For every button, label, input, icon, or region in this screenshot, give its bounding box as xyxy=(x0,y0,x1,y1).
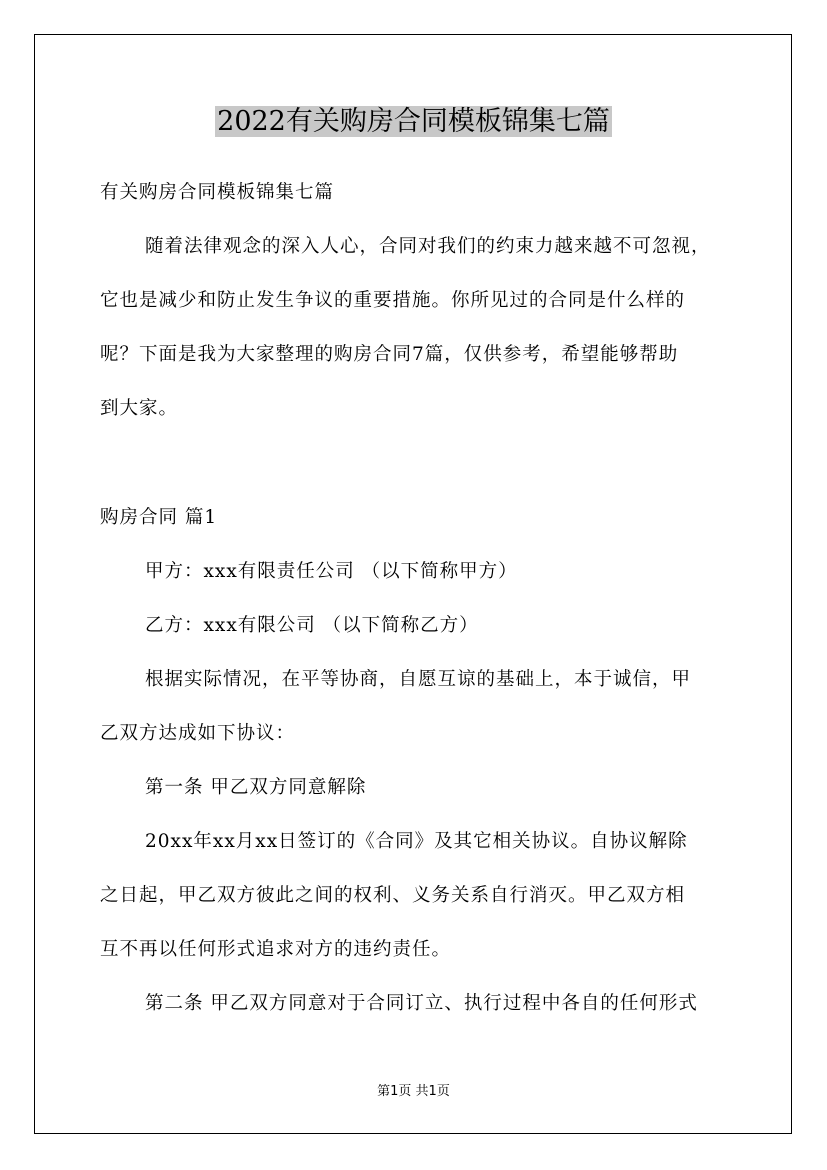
paragraph-line: 互不再以任何形式追求对方的违约责任。 xyxy=(100,939,452,960)
title-highlight: 2022有关购房合同模板锦集七篇 xyxy=(217,106,610,137)
paragraph-line: 根据实际情况，在平等协商，自愿互谅的基础上，本于诚信，甲 xyxy=(145,669,692,690)
document-title xyxy=(0,100,827,144)
party-b-line: 乙方：xxx有限公司 （以下简称乙方） xyxy=(145,615,479,636)
paragraph-line: 呢？下面是我为大家整理的购房合同7篇，仅供参考，希望能够帮助 xyxy=(100,344,679,365)
subtitle-line: 有关购房合同模板锦集七篇 xyxy=(100,182,335,203)
paragraph-line: 20xx年xx月xx日签订的《合同》及其它相关协议。自协议解除 xyxy=(145,831,688,852)
paragraph-line: 它也是减少和防止发生争议的重要措施。你所见过的合同是什么样的 xyxy=(100,290,686,311)
section-heading: 购房合同 篇1 xyxy=(100,507,218,528)
paragraph-line: 到大家。 xyxy=(100,398,179,419)
paragraph-line: 乙双方达成如下协议： xyxy=(100,723,296,744)
paragraph-line: 随着法律观念的深入人心，合同对我们的约束力越来越不可忽视， xyxy=(145,236,711,257)
page-number-footer: 第1页 共1页 xyxy=(377,1084,450,1099)
article-heading: 第二条 甲乙双方同意对于合同订立、执行过程中各自的任何形式 xyxy=(145,993,698,1014)
paragraph-line: 之日起，甲乙双方彼此之间的权利、义务关系自行消灭。甲乙双方相 xyxy=(100,885,686,906)
article-heading: 第一条 甲乙双方同意解除 xyxy=(145,777,367,798)
party-a-line: 甲方：xxx有限责任公司 （以下简称甲方） xyxy=(145,561,518,582)
